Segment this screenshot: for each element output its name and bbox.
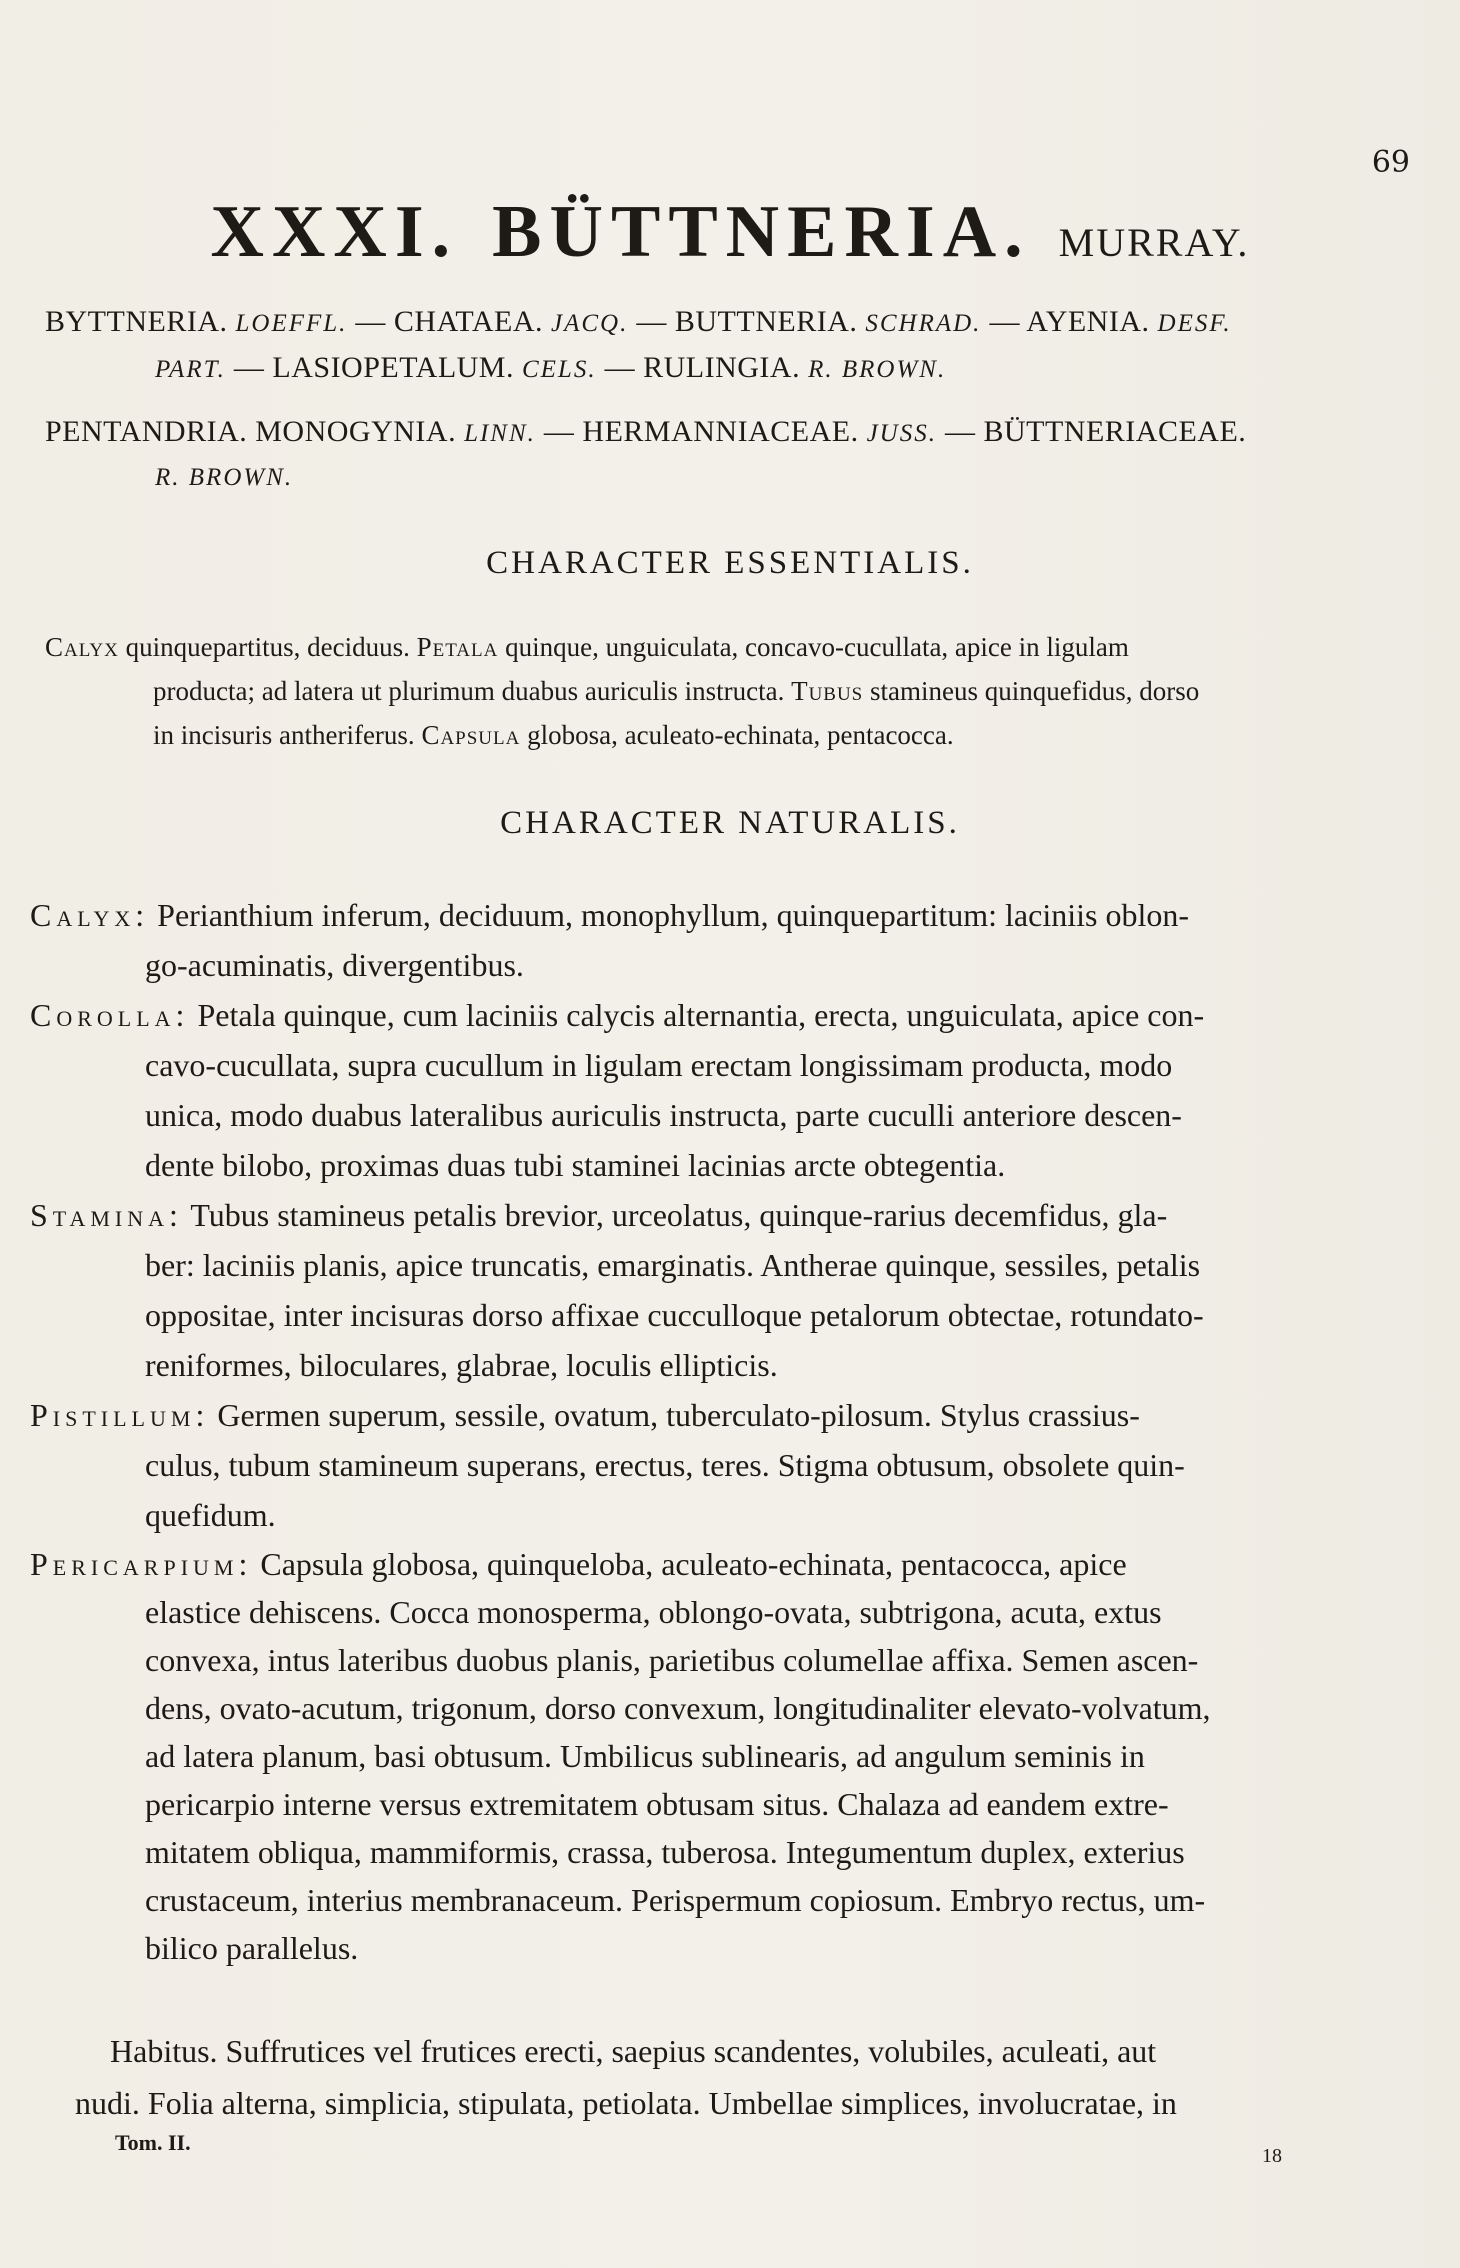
calyx-paragraph xyxy=(30,890,1410,990)
pistillum-head: Pistillum: xyxy=(30,1397,210,1433)
synonym-author: CELS. xyxy=(521,356,597,383)
pericarpium-line: pericarpio interne versus extremitatem obtusam situs. Chalaza ad eandem extre- xyxy=(145,1786,1169,1822)
essential-character xyxy=(45,625,1405,757)
signature-mark: 18 xyxy=(1262,2145,1282,2167)
synonym-text: — LASIOPETALUM. xyxy=(225,351,522,384)
classification-text: PENTANDRIA. MONOGYNIA. xyxy=(45,415,465,448)
keyword: Capsula xyxy=(421,720,521,750)
pericarpium-paragraph xyxy=(30,1540,1410,1972)
synonym-line-2 xyxy=(45,346,1420,392)
classification-author: LINN. xyxy=(464,420,536,447)
keyword: Petala xyxy=(416,632,499,662)
synonym-author: R. BROWN. xyxy=(808,356,947,383)
keyword: Tubus xyxy=(791,676,864,706)
pericarpium-line: crustaceum, interius membranaceum. Perispermum copiosum. Embryo rectus, um- xyxy=(145,1882,1206,1918)
corolla-head: Corolla: xyxy=(30,997,190,1033)
page-number: 69 xyxy=(1371,145,1410,180)
text: in incisuris antheriferus. xyxy=(153,720,422,750)
classification-author: JUSS. xyxy=(866,420,937,447)
habitus-line: nudi. Folia alterna, simplicia, stipulata, petiolata. Umbellae simplices, involucratae, in xyxy=(75,2085,1177,2121)
corolla-line: cavo-cucullata, supra cucullum in ligulam erectam longissimam producta, modo xyxy=(145,1047,1173,1083)
synonym-author: SCHRAD. xyxy=(865,310,982,337)
essential-line-3 xyxy=(45,713,1405,757)
text: quinque, unguiculata, concavo-cucullata, apice in ligulam xyxy=(498,632,1129,662)
pistillum-line: quefidum. xyxy=(145,1497,276,1533)
pistillum-paragraph xyxy=(30,1390,1410,1540)
stamina-line: Tubus stamineus petalis brevior, urceolatus, quinque-rarius decemfidus, gla- xyxy=(190,1197,1168,1233)
title-author: MURRAY. xyxy=(1058,220,1250,265)
corolla-paragraph xyxy=(30,990,1410,1190)
genus-title xyxy=(0,190,1460,275)
pistillum-line: Germen superum, sessile, ovatum, tuberculato-pilosum. Stylus crassius- xyxy=(217,1397,1140,1433)
synonym-author: JACQ. xyxy=(551,310,629,337)
stamina-line: oppositae, inter incisuras dorso affixae cucculloque petalorum obtectae, rotundato- xyxy=(145,1297,1204,1333)
essential-line-1 xyxy=(45,625,1405,669)
pericarpium-line: dens, ovato-acutum, trigonum, dorso convexum, longitudinaliter elevato-volvatum, xyxy=(145,1690,1211,1726)
title-numeral: XXXI. xyxy=(210,191,459,273)
classification-line-1 xyxy=(45,415,1246,448)
title-genus: BÜTTNERIA. xyxy=(492,191,1031,273)
stamina-line: ber: laciniis planis, apice truncatis, emarginatis. Antherae quinque, sessiles, petalis xyxy=(145,1247,1201,1283)
classification-text: — BÜTTNERIACEAE. xyxy=(936,415,1247,448)
synonym-text: — CHATAEA. xyxy=(347,305,552,338)
synonym-line-1 xyxy=(45,305,1232,338)
habitus-paragraph xyxy=(30,2025,1410,2129)
stamina-paragraph xyxy=(30,1190,1410,1390)
pericarpium-line: ad latera planum, basi obtusum. Umbilicus sublinearis, ad angulum seminis in xyxy=(145,1738,1145,1774)
synonym-author: LOEFFL. xyxy=(235,310,348,337)
synonym-author: PART. xyxy=(155,356,226,383)
keyword: Calyx xyxy=(45,632,119,662)
stamina-line: reniformes, biloculares, glabrae, loculis ellipticis. xyxy=(145,1347,778,1383)
pericarpium-line: bilico parallelus. xyxy=(145,1930,359,1966)
natural-heading: CHARACTER NATURALIS. xyxy=(500,805,960,841)
habitus-line: Habitus. Suffrutices vel frutices erecti, saepius scandentes, volubiles, aculeati, aut xyxy=(110,2033,1157,2069)
pericarpium-line: mitatem obliqua, mammiformis, crassa, tuberosa. Integumentum duplex, exterius xyxy=(145,1834,1185,1870)
calyx-line: go-acuminatis, divergentibus. xyxy=(145,947,524,983)
corolla-line: Petala quinque, cum laciniis calycis alternantia, erecta, unguiculata, apice con- xyxy=(197,997,1205,1033)
pistillum-line: culus, tubum stamineum superans, erectus, teres. Stigma obtusum, obsolete quin- xyxy=(145,1447,1185,1483)
essential-line-2 xyxy=(45,669,1405,713)
volume-label: Tom. II. xyxy=(115,2130,191,2155)
pericarpium-head: Pericarpium: xyxy=(30,1546,253,1582)
essential-heading: CHARACTER ESSENTIALIS. xyxy=(486,545,974,581)
text: producta; ad latera ut plurimum duabus auriculis instructa. xyxy=(153,676,792,706)
classification-line-2: R. BROWN. xyxy=(155,464,294,491)
corolla-line: dente bilobo, proximas duas tubi staminei lacinias arcte obtegentia. xyxy=(145,1147,1006,1183)
text: stamineus quinquefidus, dorso xyxy=(863,676,1200,706)
text: globosa, aculeato-echinata, pentacocca. xyxy=(520,720,954,750)
calyx-line: Perianthium inferum, deciduum, monophyllum, quinquepartitum: laciniis oblon- xyxy=(157,897,1189,933)
synonym-text: — RULINGIA. xyxy=(596,351,809,384)
calyx-head: Calyx: xyxy=(30,897,150,933)
synonym-text: BYTTNERIA. xyxy=(45,305,236,338)
pericarpium-line: convexa, intus lateribus duobus planis, parietibus columellae affixa. Semen ascen- xyxy=(145,1642,1199,1678)
synonym-author: DESF. xyxy=(1157,310,1232,337)
synonym-text: — BUTTNERIA. xyxy=(628,305,866,338)
stamina-head: Stamina: xyxy=(30,1197,183,1233)
pericarpium-line: Capsula globosa, quinqueloba, aculeato-echinata, pentacocca, apice xyxy=(260,1546,1127,1582)
corolla-line: unica, modo duabus lateralibus auriculis instructa, parte cuculli anteriore descen- xyxy=(145,1097,1182,1133)
classification xyxy=(45,410,1420,500)
text: quinquepartitus, deciduus. xyxy=(118,632,417,662)
synonym-text: — AYENIA. xyxy=(981,305,1158,338)
synonyms xyxy=(45,300,1420,392)
classification-text: — HERMANNIACEAE. xyxy=(535,415,867,448)
pericarpium-line: elastice dehiscens. Cocca monosperma, oblongo-ovata, subtrigona, acuta, extus xyxy=(145,1594,1162,1630)
